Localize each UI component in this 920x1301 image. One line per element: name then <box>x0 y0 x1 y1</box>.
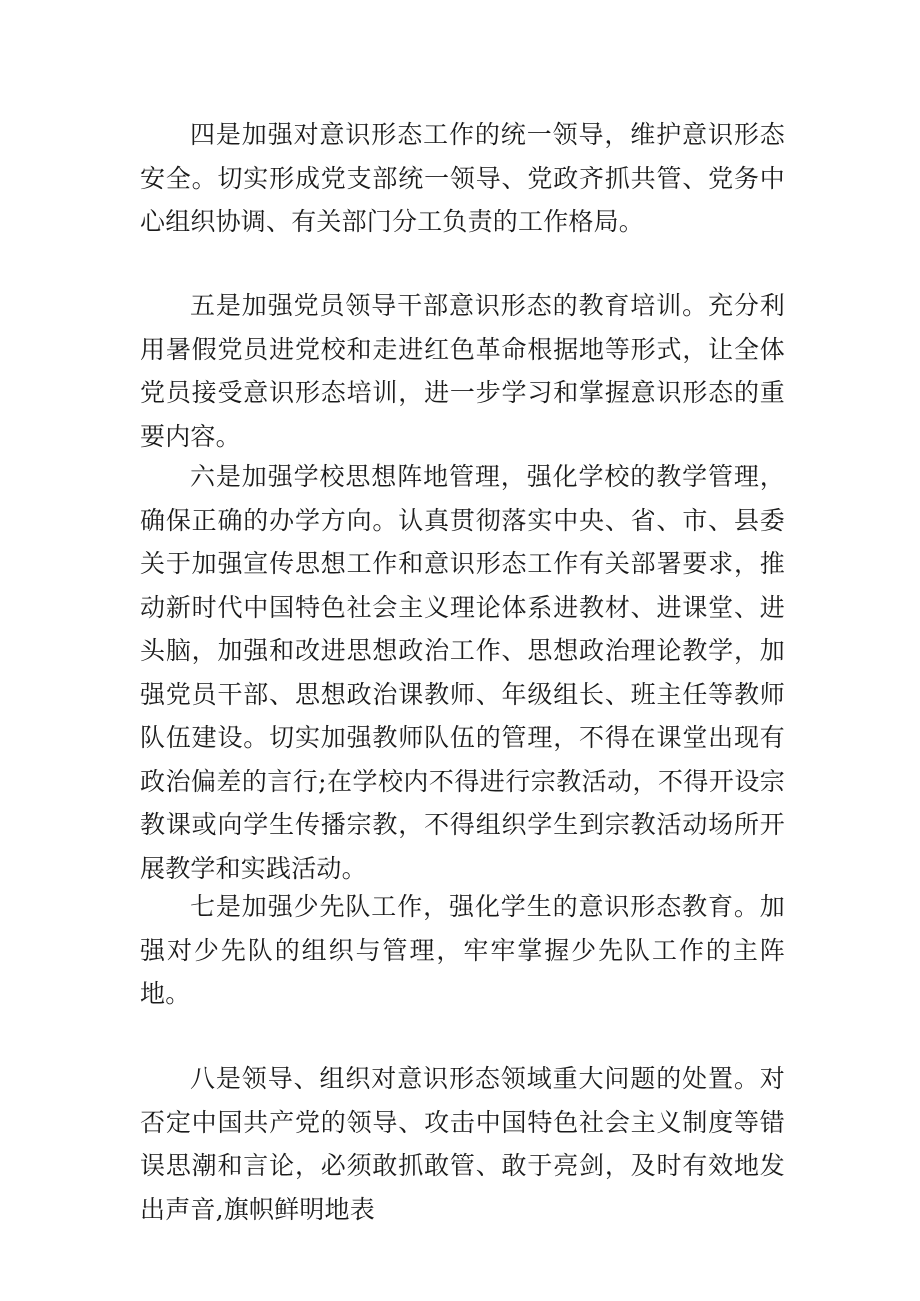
paragraph-7-young-pioneers: 七是加强少先队工作，强化学生的意识形态教育。加强对少先队的组织与管理，牢牢掌握少先队工作的主阵地。 <box>140 892 785 1008</box>
paragraph-6-school-management: 六是加强学校思想阵地管理，强化学校的教学管理，确保正确的办学方向。认真贯彻落实中央、省、市、县委关于加强宣传思想工作和意识形态工作有关部署要求，推动新时代中国特色社会主义理论体系进教材、进课堂、进头脑，加强和改进思想政治工作、思想政治理论教学，加强党员干部、思想政治课教师、年级组长、班主任等教师队伍建设。切实加强教师队伍的管理，不得在课堂出现有政治偏差的言行;在学校内不得进行宗教活动，不得开设宗教课或向学生传播宗教，不得组织学生到宗教活动场所开展教学和实践活动。 <box>140 462 785 883</box>
paragraph-4-ideology-leadership: 四是加强对意识形态工作的统一领导，维护意识形态安全。切实形成党支部统一领导、党政齐抓共管、党务中心组织协调、有关部门分工负责的工作格局。 <box>140 120 785 236</box>
paragraph-8-major-issues: 八是领导、组织对意识形态领域重大问题的处置。对否定中国共产党的领导、攻击中国特色社会主义制度等错误思潮和言论，必须敢抓敢管、敢于亮剑，及时有效地发出声音,旗帜鲜明地表 <box>140 1064 785 1224</box>
paragraph-5-party-training: 五是加强党员领导干部意识形态的教育培训。充分利用暑假党员进党校和走进红色革命根据地等形式，让全体党员接受意识形态培训，进一步学习和掌握意识形态的重要内容。 <box>140 291 785 451</box>
